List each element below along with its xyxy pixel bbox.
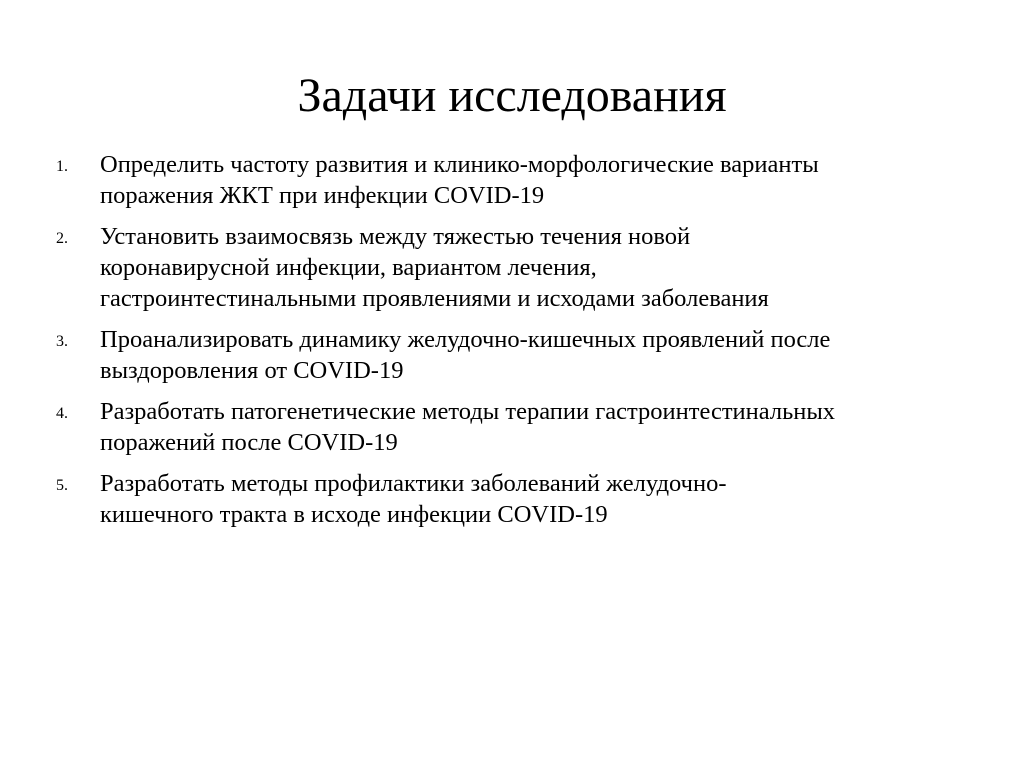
- list-item: [56, 468, 986, 530]
- list-item-line: поражения ЖКТ при инфекции COVID-19: [100, 182, 545, 209]
- list-item-number: 3.: [56, 333, 68, 350]
- list-item: [56, 149, 986, 211]
- list-item-line: гастроинтестинальными проявлениями и исходами заболевания: [100, 285, 769, 312]
- list-item-number: 5.: [56, 477, 68, 494]
- list-item-line: Разработать патогенетические методы терапии гастроинтестинальных: [100, 398, 836, 425]
- list-item: [56, 221, 986, 314]
- slide-title: Задачи исследования: [297, 69, 727, 122]
- list-item-line: Разработать методы профилактики заболеваний желудочно-: [100, 470, 727, 497]
- list-item-number: 1.: [56, 158, 68, 175]
- list-item-line: поражений после COVID-19: [100, 429, 398, 456]
- list-item: [56, 396, 986, 458]
- research-tasks-list: [56, 149, 986, 540]
- list-item-line: выздоровления от COVID-19: [100, 357, 404, 384]
- list-item-line: Проанализировать динамику желудочно-кишечных проявлений после: [100, 326, 831, 353]
- list-item-line: Определить частоту развития и клинико-морфологические варианты: [100, 151, 819, 178]
- list-item: [56, 324, 986, 386]
- list-item-line: Установить взаимосвязь между тяжестью течения новой: [100, 223, 691, 250]
- list-item-number: 2.: [56, 230, 68, 247]
- list-item-line: кишечного тракта в исходе инфекции COVID-19: [100, 501, 608, 528]
- list-item-line: коронавирусной инфекции, вариантом лечения,: [100, 254, 597, 281]
- list-item-number: 4.: [56, 405, 68, 422]
